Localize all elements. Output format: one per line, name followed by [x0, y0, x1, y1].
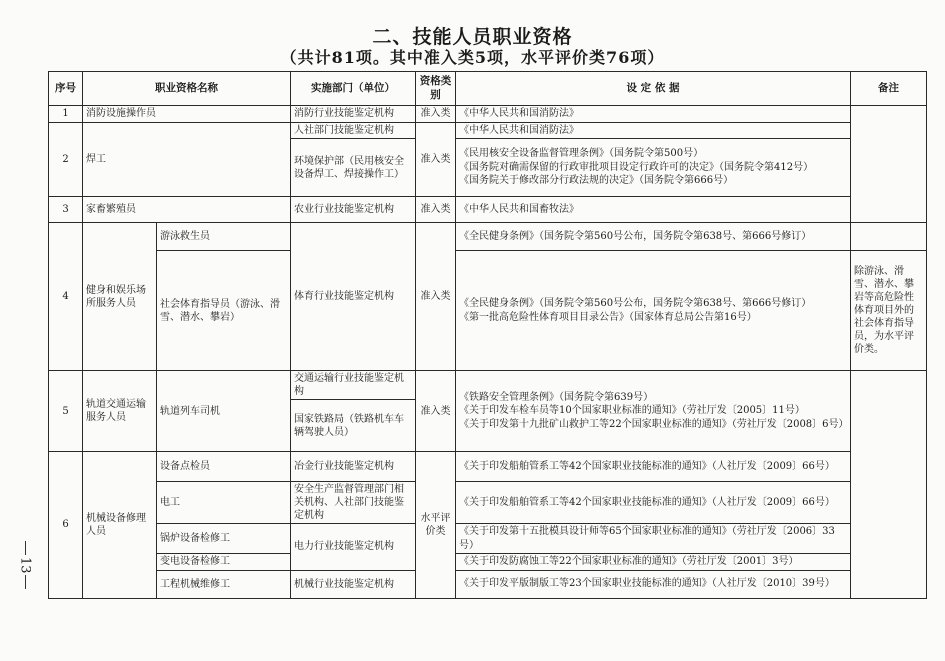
- basis-line: 《全民健身条例》（国务院令第560号公布，国务院令第638号、第666号修订）: [459, 230, 812, 242]
- table-row: [49, 554, 927, 571]
- header-basis: 设 定 依 据: [456, 72, 851, 106]
- sub-qualification: 游泳救生员: [157, 223, 291, 251]
- row-number: 6: [49, 452, 83, 599]
- basis-line: 《中华人民共和国消防法》: [459, 108, 579, 119]
- department: 安全生产监督管理部门相关机构、人社部门技能鉴定机构: [291, 482, 416, 524]
- department: 体育行业技能鉴定机构: [291, 223, 416, 371]
- header-name: 职业资格名称: [83, 72, 291, 106]
- basis-line: 《中华人民共和国畜牧法》: [459, 203, 579, 215]
- department: 冶金行业技能鉴定机构: [291, 452, 416, 482]
- table-row: [49, 371, 927, 400]
- department: 电力行业技能鉴定机构: [291, 524, 416, 571]
- department: 消防行业技能鉴定机构: [291, 106, 416, 123]
- table-row: [49, 197, 927, 223]
- sub-qualification: 工程机械维修工: [157, 570, 291, 598]
- sub-qualification: 锅炉设备检修工: [157, 524, 291, 554]
- table-row: [49, 570, 927, 598]
- qualification-name: 机械设备修理人员: [83, 452, 157, 599]
- sub-qualification: 变电设备检修工: [157, 554, 291, 571]
- note: [851, 371, 927, 599]
- qualification-name: 健身和娱乐场所服务人员: [83, 223, 157, 371]
- table-row: [49, 106, 927, 123]
- page-number-text: 13: [17, 556, 33, 574]
- basis: 《关于印发平版制版工等23个国家职业技能标准的通知》（人社厅发〔2010〕39号）: [456, 570, 851, 598]
- department: 环境保护部（民用核安全设备焊工、焊接操作工）: [291, 139, 416, 197]
- department: 机械行业技能鉴定机构: [291, 570, 416, 598]
- divider: [25, 575, 26, 589]
- basis: 《关于印发船舶管系工等42个国家职业技能标准的通知》（人社厅发〔2009〕66号）: [456, 452, 851, 482]
- table-row: [49, 122, 927, 139]
- department: 农业行业技能鉴定机构: [291, 197, 416, 223]
- department: 国家铁路局（铁路机车车辆驾驶人员）: [291, 400, 416, 452]
- basis-line: 《关于印发车检车员等10个国家职业标准的通知》（劳社厅发〔2005〕11号）: [459, 405, 805, 417]
- note: [851, 106, 927, 223]
- basis: [456, 251, 851, 371]
- table-header-row: [49, 72, 927, 106]
- basis: 《关于印发船舶管系工等42个国家职业技能标准的通知》（人社厅发〔2009〕66号）: [456, 482, 851, 524]
- sub-qualification: 设备点检员: [157, 452, 291, 482]
- row-number: 5: [49, 371, 83, 452]
- qualification-name: 家畜繁殖员: [83, 197, 291, 223]
- basis: [456, 106, 851, 123]
- basis: [456, 371, 851, 452]
- qualification-name: 焊工: [83, 122, 291, 197]
- qualification-name: 轨道交通运输服务人员: [83, 371, 157, 452]
- header-category: 资格类别: [416, 72, 456, 106]
- page-title: 二、技能人员职业资格: [372, 26, 573, 48]
- basis: [456, 197, 851, 223]
- row-number: 1: [49, 106, 83, 123]
- table-row: [49, 524, 927, 554]
- category: 准入类: [416, 371, 456, 452]
- page-subtitle: （共计81项。其中准入类5项，水平评价类76项）: [280, 48, 665, 67]
- header-no: 序号: [49, 72, 83, 106]
- basis: [456, 122, 851, 139]
- note: 除游泳、滑雪、潜水、攀岩等高危险性体育项目外的社会体育指导员，为水平评价类。: [851, 251, 927, 371]
- basis-line: 《国务院关于修改部分行政法规的决定》（国务院令第666号）: [459, 175, 734, 187]
- department: 人社部门技能鉴定机构: [291, 122, 416, 139]
- table-row: [49, 223, 927, 251]
- qualification-table: [48, 71, 927, 599]
- header-dept: 实施部门（单位）: [291, 72, 416, 106]
- table-row: [49, 482, 927, 524]
- row-number: 3: [49, 197, 83, 223]
- basis-line: 《全民健身条例》（国务院令第560号公布，国务院令第638号、第666号修订）: [459, 298, 812, 309]
- basis: 《关于印发防腐蚀工等22个国家职业标准的通知》（劳社厅发〔2001〕3号）: [456, 554, 851, 571]
- department: 交通运输行业技能鉴定机构: [291, 371, 416, 400]
- table-row: [49, 251, 927, 371]
- basis-line: 《中华人民共和国消防法》: [459, 124, 579, 136]
- category: 准入类: [416, 106, 456, 123]
- sub-qualification: 社会体育指导员（游泳、滑雪、潜水、攀岩）: [157, 251, 291, 371]
- basis-line: 《国务院对确需保留的行政审批项目设定行政许可的决定》（国务院令第412号）: [459, 161, 814, 173]
- divider: [25, 541, 26, 555]
- basis: [456, 139, 851, 197]
- category: 水平评价类: [416, 452, 456, 599]
- sub-qualification: 电工: [157, 482, 291, 524]
- header-note: 备注: [851, 72, 927, 106]
- row-number: 4: [49, 223, 83, 371]
- sub-qualification: 轨道列车司机: [157, 371, 291, 452]
- qualification-name: 消防设施操作员: [83, 106, 291, 123]
- basis-line: 《第一批高危险性体育项目目录公告》（国家体育总局公告第16号）: [459, 311, 757, 323]
- table-row: [49, 452, 927, 482]
- note: [851, 223, 927, 251]
- basis-line: 《民用核安全设备监督管理条例》（国务院令第500号）: [459, 148, 704, 160]
- basis-line: 《关于印发第十九批矿山救护工等22个国家职业标准的通知》（劳社厅发〔2008〕6号）: [459, 418, 849, 430]
- category: 准入类: [416, 197, 456, 223]
- basis: 《关于印发第十五批模具设计师等65个国家职业标准的通知》（劳社厅发〔2006〕33号）: [456, 524, 851, 554]
- category: 准入类: [416, 122, 456, 197]
- category: 准入类: [416, 223, 456, 371]
- basis: [456, 223, 851, 251]
- basis-line: 《铁路安全管理条例》（国务院令第639号）: [459, 391, 654, 403]
- row-number: 2: [49, 122, 83, 197]
- page-number: [12, 520, 38, 610]
